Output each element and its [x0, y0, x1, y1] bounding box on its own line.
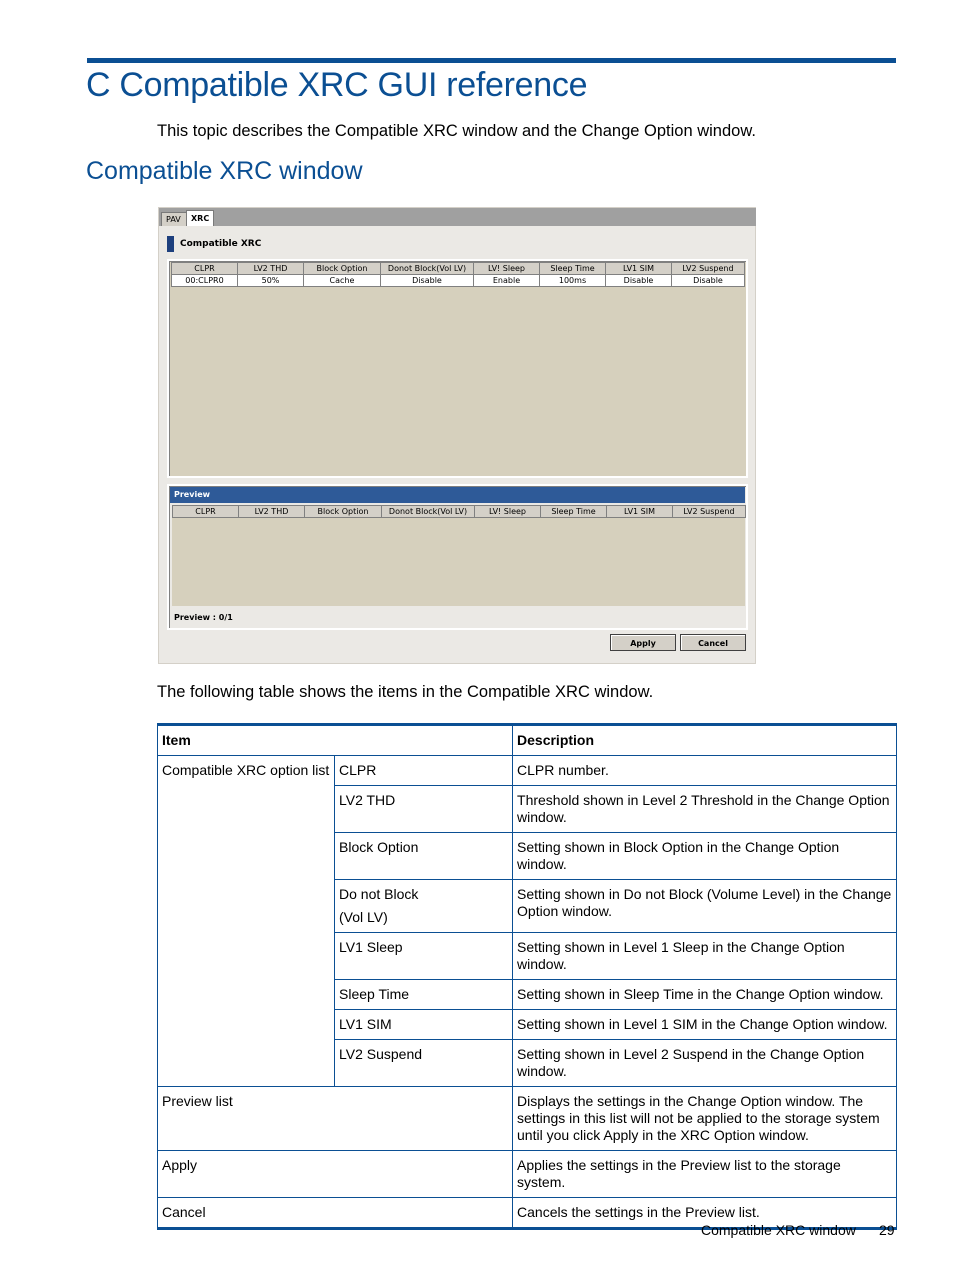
reference-table: [157, 723, 897, 1230]
item-label: LV2 Suspend: [335, 1040, 513, 1087]
xrc-window-screenshot: [158, 207, 756, 664]
section-heading: Compatible XRC window: [86, 157, 363, 185]
cell-donot-block: Disable: [381, 275, 474, 287]
tab-pav[interactable]: PAV: [161, 212, 187, 226]
col-block-option[interactable]: Block Option: [304, 263, 381, 275]
table-row[interactable]: [172, 275, 745, 287]
item-label: Block Option: [335, 833, 513, 880]
col-lv1-sim[interactable]: LV1 SIM: [606, 263, 672, 275]
item-label: LV2 THD: [335, 786, 513, 833]
item-label: LV1 SIM: [335, 1010, 513, 1040]
cell-lv2-thd: 50%: [238, 275, 304, 287]
cell-sleep-time: 100ms: [540, 275, 606, 287]
table-row: [158, 756, 897, 786]
item-label-line1: Do not Block: [339, 886, 419, 902]
item-description: Setting shown in Level 1 Sleep in the Change Option window.: [513, 933, 897, 980]
option-list[interactable]: [167, 259, 748, 478]
item-description: Cancels the settings in the Preview list.: [513, 1198, 897, 1229]
item-description: Setting shown in Do not Block (Volume Level) in the Change Option window.: [513, 880, 897, 933]
preview-list-body[interactable]: [172, 518, 745, 606]
option-list-header: [172, 263, 745, 275]
cell-lv2-suspend: Disable: [672, 275, 745, 287]
cell-clpr: 00:CLPR0: [172, 275, 238, 287]
cell-lv1-sim: Disable: [606, 275, 672, 287]
item-label: Sleep Time: [335, 980, 513, 1010]
page-number: 29: [879, 1222, 895, 1238]
option-list-table: [171, 262, 745, 287]
item-description: Setting shown in Level 1 SIM in the Change Option window.: [513, 1010, 897, 1040]
item-description: Setting shown in Level 2 Suspend in the Change Option window.: [513, 1040, 897, 1087]
preview-col-lv1-sim[interactable]: LV1 SIM: [607, 506, 673, 518]
table-intro: The following table shows the items in the Compatible XRC window.: [157, 683, 654, 701]
page-title: C Compatible XRC GUI reference: [86, 66, 588, 104]
cancel-button[interactable]: Cancel: [680, 634, 746, 651]
item-label: CLPR: [335, 756, 513, 786]
col-donot-block[interactable]: Donot Block(Vol LV): [381, 263, 474, 275]
preview-col-block-option[interactable]: Block Option: [305, 506, 382, 518]
item-description: Applies the settings in the Preview list to the storage system.: [513, 1151, 897, 1198]
col-lv2-suspend[interactable]: LV2 Suspend: [672, 263, 745, 275]
preview-header: [173, 506, 746, 518]
item-label: LV1 Sleep: [335, 933, 513, 980]
item-label: Cancel: [158, 1198, 513, 1229]
cell-lv1-sleep: Enable: [474, 275, 540, 287]
col-sleep-time[interactable]: Sleep Time: [540, 263, 606, 275]
title-marker: [167, 236, 174, 252]
footer-section-label: Compatible XRC window: [701, 1222, 856, 1238]
col-clpr[interactable]: CLPR: [172, 263, 238, 275]
item-description: CLPR number.: [513, 756, 897, 786]
preview-count: Preview : 0/1: [174, 613, 233, 622]
header-description: Description: [513, 725, 897, 756]
preview-col-sleep-time[interactable]: Sleep Time: [541, 506, 607, 518]
reference-header: [158, 725, 897, 756]
table-row: [158, 1151, 897, 1198]
col-lv1-sleep[interactable]: LV! Sleep: [474, 263, 540, 275]
item-label: Apply: [158, 1151, 513, 1198]
group-label: Compatible XRC option list: [158, 756, 335, 1087]
item-label-line2: (Vol LV): [339, 909, 388, 925]
top-rule: [87, 58, 896, 63]
preview-table: [172, 505, 746, 518]
preview-panel: [167, 484, 748, 630]
table-row: [158, 1087, 897, 1151]
preview-title: Preview: [170, 487, 745, 503]
apply-button[interactable]: Apply: [610, 634, 676, 651]
preview-col-donot-block[interactable]: Donot Block(Vol LV): [382, 506, 475, 518]
preview-col-lv2-thd[interactable]: LV2 THD: [239, 506, 305, 518]
item-label: [335, 880, 513, 933]
preview-col-lv1-sleep[interactable]: LV! Sleep: [475, 506, 541, 518]
tab-bar: [159, 208, 756, 226]
preview-col-clpr[interactable]: CLPR: [173, 506, 239, 518]
intro-text: This topic describes the Compatible XRC window and the Change Option window.: [157, 122, 756, 140]
col-lv2-thd[interactable]: LV2 THD: [238, 263, 304, 275]
cell-block-option: Cache: [304, 275, 381, 287]
item-description: Setting shown in Block Option in the Change Option window.: [513, 833, 897, 880]
item-description: Threshold shown in Level 2 Threshold in the Change Option window.: [513, 786, 897, 833]
item-label: Preview list: [158, 1087, 513, 1151]
tab-xrc[interactable]: XRC: [186, 210, 214, 226]
item-description: Setting shown in Sleep Time in the Change Option window.: [513, 980, 897, 1010]
compatible-xrc-label: Compatible XRC: [180, 239, 262, 249]
header-item: Item: [158, 725, 513, 756]
compatible-xrc-title: [167, 236, 261, 252]
item-description: Displays the settings in the Change Option window. The settings in this list will not be applied to the storage system until you click Apply in the XRC Option window.: [513, 1087, 897, 1151]
preview-col-lv2-suspend[interactable]: LV2 Suspend: [673, 506, 746, 518]
